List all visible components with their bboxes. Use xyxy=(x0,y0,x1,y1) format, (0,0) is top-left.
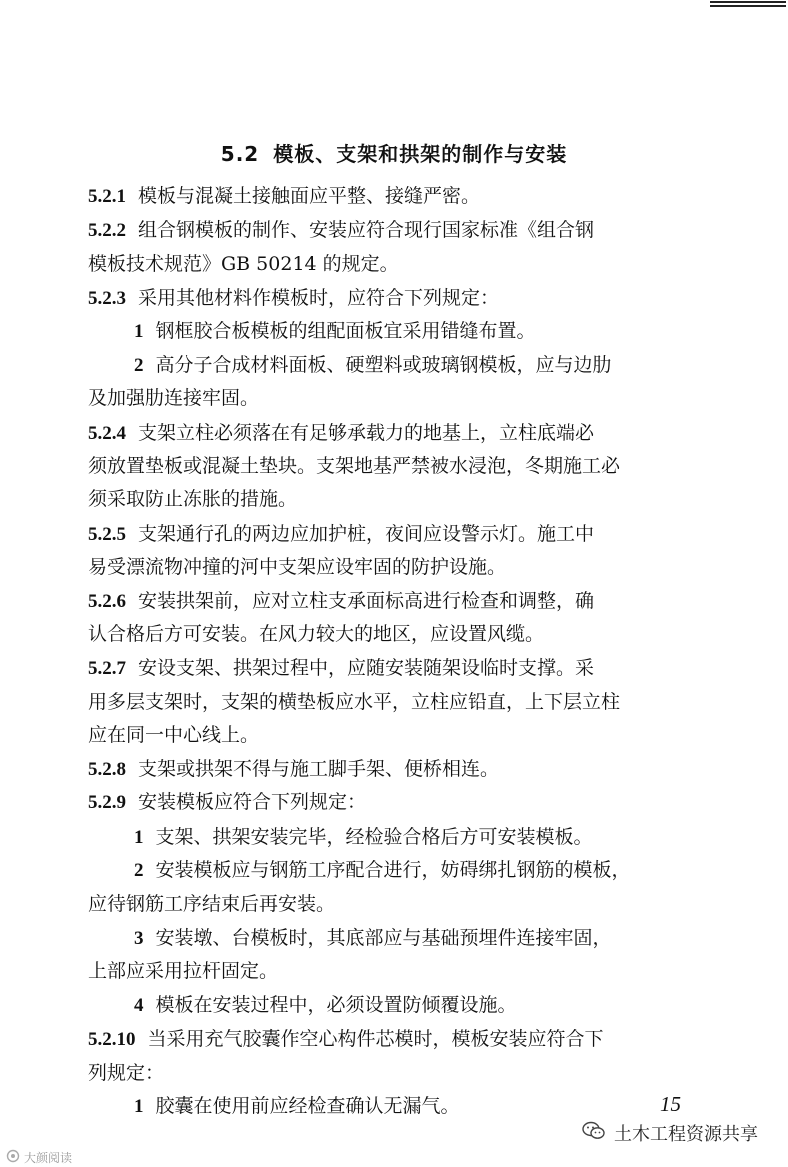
clause-number: 5.2.3 xyxy=(88,288,126,309)
line-text: 应待钢筋工序结束后再安装。 xyxy=(88,893,336,915)
text-line xyxy=(134,926,744,950)
line-text: 胶囊在使用前应经检查确认无漏气。 xyxy=(155,1095,460,1117)
clause-number: 5.2.5 xyxy=(88,524,126,545)
watermark-account xyxy=(582,1121,758,1145)
text-line xyxy=(88,1027,698,1051)
text-line xyxy=(134,1094,744,1118)
text-line xyxy=(88,421,698,445)
text-line xyxy=(88,757,698,781)
line-text: 支架或拱架不得与施工脚手架、便桥相连。 xyxy=(138,758,500,780)
clause-number: 5.2.10 xyxy=(88,1029,136,1050)
clause-number: 5.2.8 xyxy=(88,759,126,780)
line-text: 应在同一中心线上。 xyxy=(88,724,260,746)
clause-number: 5.2.9 xyxy=(88,792,126,813)
brand-logo-icon xyxy=(6,1149,20,1166)
text-line xyxy=(88,286,698,310)
clause-number: 5.2.4 xyxy=(88,423,126,444)
line-text: 易受漂流物冲撞的河中支架应设牢固的防护设施。 xyxy=(88,556,507,578)
text-line xyxy=(88,959,698,983)
watermark-brand-text: 大颜阅读 xyxy=(24,1150,73,1165)
page-number: 15 xyxy=(660,1092,681,1116)
item-number: 1 xyxy=(134,1096,144,1117)
line-text: 支架通行孔的两边应加护桩，夜间应设警示灯。施工中 xyxy=(138,523,595,545)
line-text: 支架、拱架安装完毕，经检验合格后方可安装模板。 xyxy=(155,826,593,848)
text-line xyxy=(88,218,698,242)
line-text: 模板与混凝土接触面应平整、接缝严密。 xyxy=(138,185,481,207)
line-text: 支架立柱必须落在有足够承载力的地基上，立柱底端必 xyxy=(138,422,595,444)
watermark-brand xyxy=(6,1149,72,1165)
line-text: 采用其他材料作模板时，应符合下列规定： xyxy=(138,287,500,309)
header-rule-mark xyxy=(710,0,786,8)
item-number: 2 xyxy=(134,355,144,376)
item-number: 1 xyxy=(134,827,144,848)
clause-number: 5.2.1 xyxy=(88,186,126,207)
line-text: 须采取防止冻胀的措施。 xyxy=(88,488,298,510)
section-title-text: 模板、支架和拱架的制作与安装 xyxy=(273,142,568,166)
text-line xyxy=(88,454,698,478)
line-text: 安装模板应符合下列规定： xyxy=(138,791,367,813)
line-text: 安设支架、拱架过程中，应随安装随架设临时支撑。采 xyxy=(138,657,595,679)
text-line xyxy=(88,589,698,613)
text-line xyxy=(88,622,698,646)
watermark-account-text: 土木工程资源共享 xyxy=(614,1124,758,1145)
item-number: 2 xyxy=(134,860,144,881)
clause-number: 5.2.7 xyxy=(88,658,126,679)
text-line xyxy=(88,656,698,680)
line-text: 安装拱架前，应对立柱支承面标高进行检查和调整，确 xyxy=(138,590,595,612)
section-number: 5.2 xyxy=(220,142,260,166)
text-line xyxy=(88,252,698,276)
item-number: 1 xyxy=(134,321,144,342)
line-text: 组合钢模板的制作、安装应符合现行国家标准《组合钢 xyxy=(138,219,595,241)
text-line xyxy=(88,1061,698,1085)
text-line xyxy=(88,723,698,747)
line-text: 模板在安装过程中，必须设置防倾覆设施。 xyxy=(155,994,517,1016)
item-number: 4 xyxy=(134,995,144,1016)
line-text: 列规定： xyxy=(88,1062,165,1084)
text-line xyxy=(88,184,698,208)
line-text: 及加强肋连接牢固。 xyxy=(88,387,260,409)
text-line xyxy=(134,858,744,882)
line-text: 安装模板应与钢筋工序配合进行，妨碍绑扎钢筋的模板， xyxy=(155,859,631,881)
line-text: 当采用充气胶囊作空心构件芯模时，模板安装应符合下 xyxy=(147,1028,604,1050)
text-line xyxy=(88,892,698,916)
wechat-icon xyxy=(582,1121,606,1146)
clause-number: 5.2.6 xyxy=(88,591,126,612)
item-number: 3 xyxy=(134,928,144,949)
line-text: 须放置垫板或混凝土垫块。支架地基严禁被水浸泡，冬期施工必 xyxy=(88,455,621,477)
text-line xyxy=(134,993,744,1017)
line-text: 上部应采用拉杆固定。 xyxy=(88,960,279,982)
text-line xyxy=(88,386,698,410)
clause-number: 5.2.2 xyxy=(88,220,126,241)
line-text: 钢框胶合板模板的组配面板宜采用错缝布置。 xyxy=(155,320,536,342)
text-line xyxy=(88,487,698,511)
text-line xyxy=(134,353,744,377)
text-line xyxy=(88,790,698,814)
text-line xyxy=(88,522,698,546)
text-line xyxy=(134,825,744,849)
line-text: 认合格后方可安装。在风力较大的地区，应设置风缆。 xyxy=(88,623,545,645)
line-text: 安装墩、台模板时，其底部应与基础预埋件连接牢固， xyxy=(155,927,612,949)
line-text: 用多层支架时，支架的横垫板应水平，立柱应铅直，上下层立柱 xyxy=(88,691,621,713)
text-line xyxy=(134,319,744,343)
line-text: 高分子合成材料面板、硬塑料或玻璃钢模板，应与边肋 xyxy=(155,354,612,376)
text-line xyxy=(88,690,698,714)
line-text: 模板技术规范》GB 50214 的规定。 xyxy=(88,253,399,275)
section-title xyxy=(0,138,788,167)
text-line xyxy=(88,555,698,579)
